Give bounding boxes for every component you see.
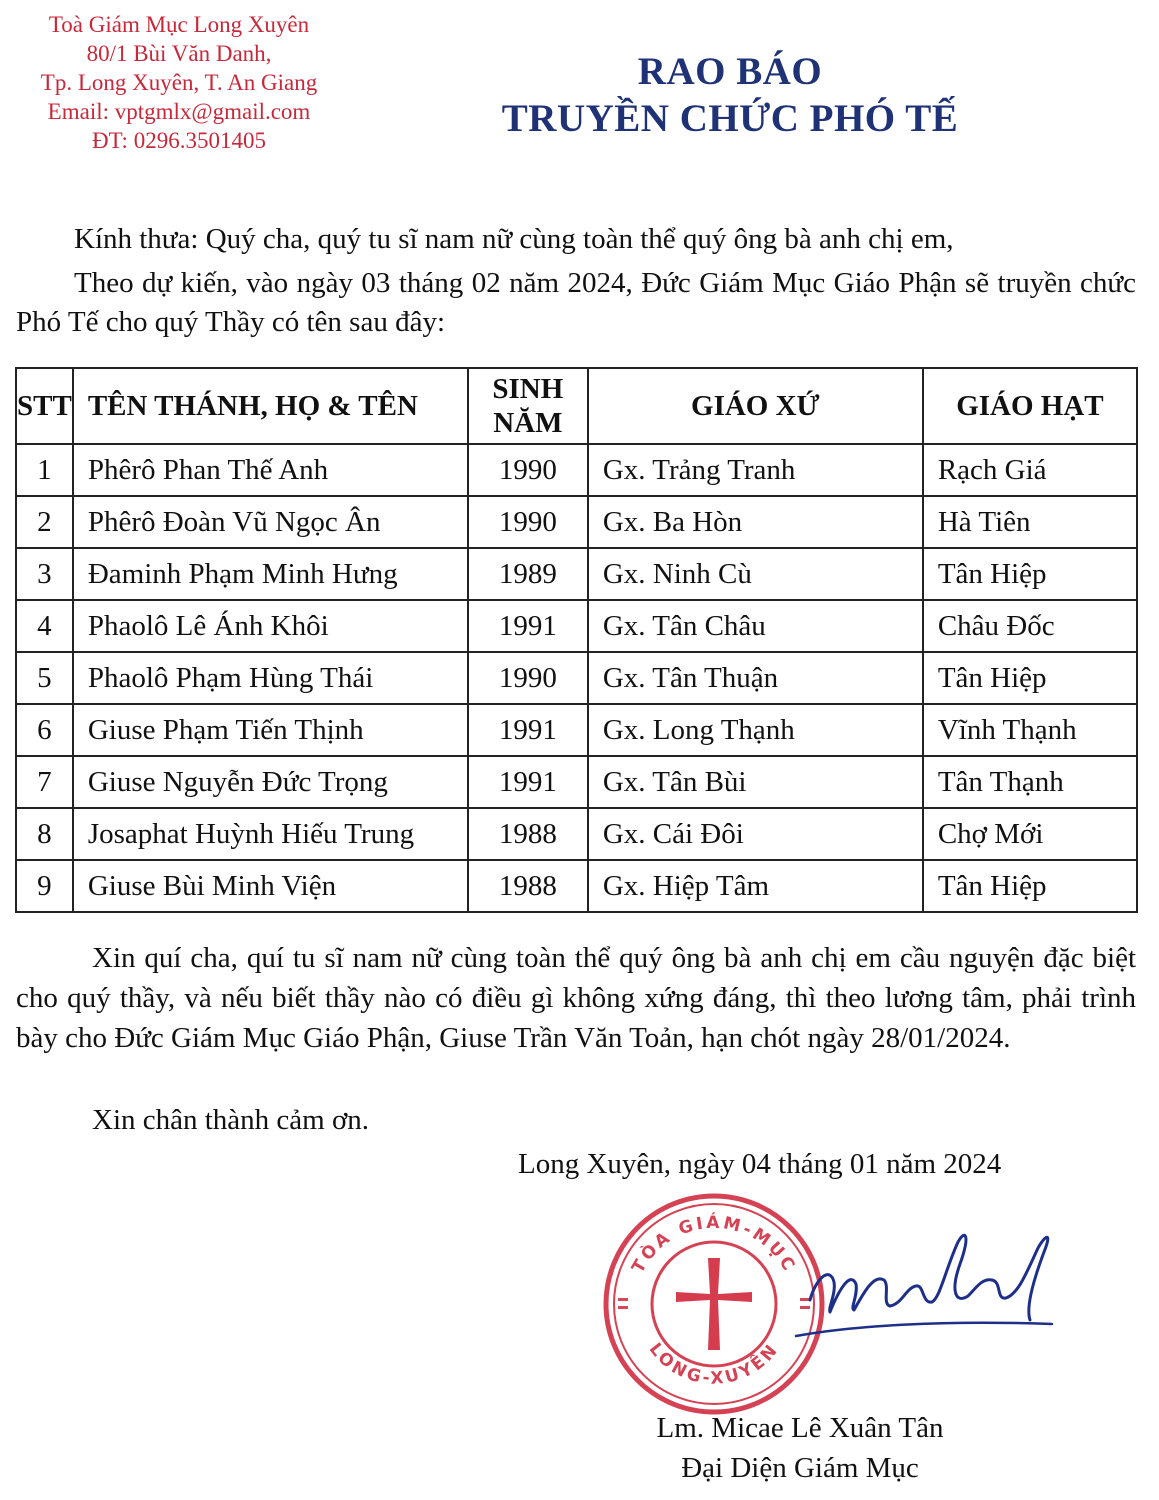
svg-text:LONG-XUYÊN: LONG-XUYÊN — [644, 1339, 784, 1389]
intro-paragraph: Theo dự kiến, vào ngày 03 tháng 02 năm 2024, Đức Giám Mục Giáo Phận sẽ truyền chức Phó Tế cho quý Thầy có tên sau đây: — [16, 267, 1136, 338]
cross-icon — [676, 1258, 752, 1350]
cell-parish: Gx. Cái Đôi — [588, 808, 923, 860]
cell-stt: 8 — [16, 808, 73, 860]
cell-stt: 7 — [16, 756, 73, 808]
cell-year: 1990 — [468, 652, 588, 704]
cell-parish: Gx. Tân Thuận — [588, 652, 923, 704]
cell-name: Phêrô Phan Thế Anh — [73, 444, 468, 496]
cell-deanery: Chợ Mới — [923, 808, 1137, 860]
table-row — [16, 704, 1137, 756]
cell-stt: 1 — [16, 444, 73, 496]
cell-deanery: Vĩnh Thạnh — [923, 704, 1137, 756]
cell-deanery: Tân Thạnh — [923, 756, 1137, 808]
cell-deanery: Hà Tiên — [923, 496, 1137, 548]
table-row — [16, 496, 1137, 548]
cell-parish: Gx. Ninh Cù — [588, 548, 923, 600]
cell-year: 1990 — [468, 496, 588, 548]
header-deanery: GIÁO HẠT — [923, 368, 1137, 444]
cell-name: Josaphat Huỳnh Hiếu Trung — [73, 808, 468, 860]
sender-address-line2: Tp. Long Xuyên, T. An Giang — [40, 70, 318, 95]
cell-name: Giuse Nguyễn Đức Trọng — [73, 756, 468, 808]
sender-email: Email: vptgmlx@gmail.com — [47, 99, 311, 124]
table-row — [16, 808, 1137, 860]
table-row — [16, 756, 1137, 808]
header-stt: STT — [16, 368, 73, 444]
cell-name: Giuse Phạm Tiến Thịnh — [73, 704, 468, 756]
signature — [790, 1208, 1070, 1348]
title-line2: TRUYỀN CHỨC PHÓ TẾ — [501, 97, 959, 140]
sender-address-line1: 80/1 Bùi Văn Danh, — [86, 41, 272, 66]
request-paragraph: Xin quí cha, quí tu sĩ nam nữ cùng toàn thể quý ông bà anh chị em cầu nguyện đặc biệt cho quý thầy, và nếu biết thầy nào có điều gì không xứng đáng, thì theo lương tâm, phải trình bày cho Đức Giám Mục Giáo Phận, Giuse Trần Văn Toản, hạn chót ngày 28/01/2024. — [16, 942, 1136, 1054]
cell-name: Phaolô Phạm Hùng Thái — [73, 652, 468, 704]
cell-stt: 3 — [16, 548, 73, 600]
title-line1: RAO BÁO — [637, 50, 823, 93]
cell-year: 1988 — [468, 808, 588, 860]
header-year — [468, 368, 588, 444]
table-header-row — [16, 368, 1137, 444]
cell-name: Đaminh Phạm Minh Hưng — [73, 548, 468, 600]
cell-parish: Gx. Tân Bùi — [588, 756, 923, 808]
document-title — [430, 48, 1030, 142]
cell-stt: 6 — [16, 704, 73, 756]
table-row — [16, 444, 1137, 496]
header-parish: GIÁO XỨ — [588, 368, 923, 444]
cell-name: Giuse Bùi Minh Viện — [73, 860, 468, 912]
table-row — [16, 652, 1137, 704]
sender-org: Toà Giám Mục Long Xuyên — [48, 12, 310, 37]
sender-phone: ĐT: 0296.3501405 — [92, 128, 266, 153]
cell-parish: Gx. Ba Hòn — [588, 496, 923, 548]
cell-parish: Gx. Hiệp Tâm — [588, 860, 923, 912]
cell-deanery: Tân Hiệp — [923, 548, 1137, 600]
signer-block — [560, 1408, 1040, 1488]
header-year-line2: NĂM — [493, 407, 563, 439]
greeting-paragraph: Kính thưa: Quý cha, quý tu sĩ nam nữ cùng toàn thể quý ông bà anh chị em, — [74, 223, 954, 255]
cell-parish: Gx. Tân Châu — [588, 600, 923, 652]
cell-name: Phêrô Đoàn Vũ Ngọc Ân — [73, 496, 468, 548]
cell-deanery: Tân Hiệp — [923, 860, 1137, 912]
signer-title: Đại Diện Giám Mục — [681, 1452, 919, 1484]
cell-stt: 5 — [16, 652, 73, 704]
table-row — [16, 548, 1137, 600]
header-name: TÊN THÁNH, HỌ & TÊN — [73, 368, 468, 444]
svg-text:TÒA GIÁM-MỤC: TÒA GIÁM-MỤC — [628, 1212, 800, 1277]
cell-year: 1990 — [468, 444, 588, 496]
cell-deanery: Rạch Giá — [923, 444, 1137, 496]
signer-name: Lm. Micae Lê Xuân Tân — [656, 1412, 944, 1444]
table-row — [16, 600, 1137, 652]
cell-deanery: Tân Hiệp — [923, 652, 1137, 704]
cell-year: 1991 — [468, 704, 588, 756]
cell-parish: Gx. Long Thạnh — [588, 704, 923, 756]
cell-deanery: Châu Đốc — [923, 600, 1137, 652]
thanks-paragraph: Xin chân thành cảm ơn. — [92, 1104, 370, 1136]
table-row — [16, 860, 1137, 912]
header-year-line1: SINH — [492, 373, 564, 405]
cell-stt: 2 — [16, 496, 73, 548]
cell-year: 1991 — [468, 600, 588, 652]
cell-parish: Gx. Trảng Tranh — [588, 444, 923, 496]
cell-stt: 9 — [16, 860, 73, 912]
cell-stt: 4 — [16, 600, 73, 652]
ordination-table — [15, 367, 1138, 913]
sender-block — [14, 10, 344, 155]
cell-year: 1991 — [468, 756, 588, 808]
date-line: Long Xuyên, ngày 04 tháng 01 năm 2024 — [518, 1148, 1002, 1180]
cell-name: Phaolô Lê Ánh Khôi — [73, 600, 468, 652]
cell-year: 1988 — [468, 860, 588, 912]
cell-year: 1989 — [468, 548, 588, 600]
